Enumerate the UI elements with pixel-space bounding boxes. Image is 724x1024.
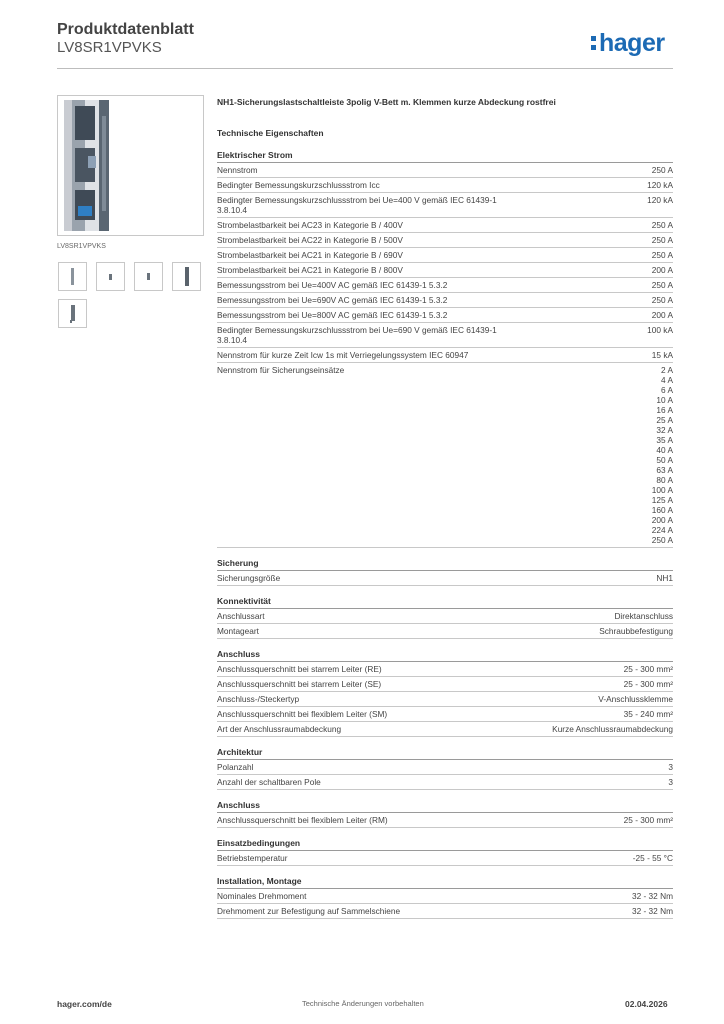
thumbnail-2[interactable] (96, 262, 125, 291)
spec-row (217, 323, 673, 348)
spec-value: 6 A (661, 385, 673, 395)
thumbnail-5[interactable] (58, 299, 87, 328)
product-title: NH1-Sicherungslastschaltleiste 3polig V-Bett m. Klemmen kurze Abdeckung rostfrei (217, 97, 556, 107)
spec-value: 25 - 300 mm² (623, 664, 673, 674)
spec-value: 100 A (651, 485, 673, 495)
spec-value: 15 kA (651, 350, 673, 360)
spec-value: 2 A (661, 365, 673, 375)
spec-value: 32 A (656, 425, 673, 435)
spec-row (217, 760, 673, 775)
spec-value: 200 A (651, 515, 673, 525)
spec-value: 63 A (656, 465, 673, 475)
logo-dots-icon (591, 36, 596, 50)
spec-value: 3 (668, 762, 673, 772)
spec-label: Nennstrom für kurze Zeit Icw 1s mit Verriegelungssystem IEC 60947 (217, 350, 469, 360)
spec-row (217, 775, 673, 790)
spec-value: 120 kA (647, 180, 673, 190)
spec-label: Strombelastbarkeit bei AC21 in Kategorie B / 690V (217, 250, 403, 260)
spec-section (217, 799, 673, 828)
product-image[interactable] (57, 95, 204, 236)
spec-value: 80 A (656, 475, 673, 485)
spec-row (217, 193, 673, 218)
spec-section (217, 149, 673, 548)
spec-value: 25 - 300 mm² (623, 815, 673, 825)
spec-label: Anschlussart (217, 611, 265, 621)
spec-label: Drehmoment zur Befestigung auf Sammelschiene (217, 906, 401, 916)
spec-row (217, 233, 673, 248)
spec-label: Anschlussquerschnitt bei starrem Leiter (SE) (217, 679, 382, 689)
spec-value: Kurze Anschlussraumabdeckung (552, 724, 673, 734)
image-caption: LV8SR1VPVKS (57, 243, 106, 250)
spec-row (217, 363, 673, 548)
footer-website[interactable]: hager.com/de (57, 999, 112, 1009)
spec-label: Anzahl der schaltbaren Pole (217, 777, 321, 787)
spec-label: Nennstrom für Sicherungseinsätze (217, 365, 345, 375)
spec-value: 4 A (661, 375, 673, 385)
spec-row (217, 624, 673, 639)
spec-row (217, 248, 673, 263)
spec-value: 250 A (651, 250, 673, 260)
section-heading: Anschluss (217, 648, 673, 662)
spec-row (217, 571, 673, 586)
spec-label: Anschlussquerschnitt bei flexiblem Leiter (SM) (217, 709, 388, 719)
spec-row (217, 308, 673, 323)
spec-row (217, 163, 673, 178)
spec-value: 125 A (651, 495, 673, 505)
spec-label: Bedingter Bemessungskurzschlussstrom bei Ue=690 V gemäß IEC 61439-1 3.8.10.4 (217, 325, 497, 345)
spec-label: Nominales Drehmoment (217, 891, 307, 901)
spec-value: 250 A (651, 235, 673, 245)
spec-label: Nennstrom (217, 165, 258, 175)
spec-row (217, 218, 673, 233)
section-heading: Elektrischer Strom (217, 149, 673, 163)
spec-value: 3 (668, 777, 673, 787)
spec-value: 250 A (651, 165, 673, 175)
spec-value: 35 A (656, 435, 673, 445)
logo-text: hager (599, 28, 665, 57)
page-title: Produktdatenblatt (57, 21, 194, 38)
spec-label: Betriebstemperatur (217, 853, 288, 863)
footer-date: 02.04.2026 (625, 999, 668, 1009)
thumbnail-4[interactable] (172, 262, 201, 291)
spec-row (217, 677, 673, 692)
spec-section (217, 648, 673, 737)
spec-label: Strombelastbarkeit bei AC22 in Kategorie B / 500V (217, 235, 403, 245)
spec-value: 50 A (656, 455, 673, 465)
spec-value: NH1 (656, 573, 673, 583)
spec-label: Strombelastbarkeit bei AC23 in Kategorie B / 400V (217, 220, 403, 230)
thumbnail-1[interactable] (58, 262, 87, 291)
spec-row (217, 851, 673, 866)
spec-row (217, 348, 673, 363)
spec-value: 10 A (656, 395, 673, 405)
spec-label: Bemessungsstrom bei Ue=400V AC gemäß IEC 61439-1 5.3.2 (217, 280, 448, 290)
spec-value: 32 - 32 Nm (631, 891, 673, 901)
spec-row (217, 904, 673, 919)
spec-label: Polanzahl (217, 762, 254, 772)
spec-label: Anschlussquerschnitt bei starrem Leiter (RE) (217, 664, 382, 674)
spec-value: 250 A (651, 280, 673, 290)
product-details (217, 96, 673, 928)
spec-label: Anschluss-/Steckertyp (217, 694, 300, 704)
spec-value: 224 A (651, 525, 673, 535)
spec-value: 35 - 240 mm² (623, 709, 673, 719)
spec-value: 32 - 32 Nm (631, 906, 673, 916)
spec-value: Schraubbefestigung (599, 626, 673, 636)
section-heading: Installation, Montage (217, 875, 673, 889)
spec-label: Anschlussquerschnitt bei flexiblem Leiter (RM) (217, 815, 388, 825)
header-divider (57, 68, 673, 69)
product-code: LV8SR1VPVKS (57, 39, 162, 56)
spec-value: 25 A (656, 415, 673, 425)
spec-row (217, 278, 673, 293)
spec-section (217, 746, 673, 790)
spec-value: 200 A (651, 265, 673, 275)
spec-value: 16 A (656, 405, 673, 415)
spec-row (217, 293, 673, 308)
section-heading: Sicherung (217, 557, 673, 571)
section-heading: Einsatzbedingungen (217, 837, 673, 851)
spec-row (217, 263, 673, 278)
spec-value: 100 kA (647, 325, 673, 335)
spec-sections (217, 149, 673, 919)
spec-section (217, 875, 673, 919)
spec-value: 250 A (651, 295, 673, 305)
spec-label: Montageart (217, 626, 259, 636)
spec-row (217, 662, 673, 677)
spec-value: -25 - 55 °C (632, 853, 673, 863)
technical-properties-heading: Technische Eigenschaften (217, 128, 324, 138)
hager-logo (591, 28, 665, 58)
spec-value: 250 A (651, 220, 673, 230)
spec-value: Direktanschluss (614, 611, 673, 621)
spec-row (217, 722, 673, 737)
spec-row (217, 889, 673, 904)
spec-value: 160 A (651, 505, 673, 515)
footer-disclaimer: Technische Änderungen vorbehalten (302, 999, 424, 1008)
thumbnail-3[interactable] (134, 262, 163, 291)
spec-label: Bedingter Bemessungskurzschlussstrom Icc (217, 180, 380, 190)
section-heading: Anschluss (217, 799, 673, 813)
spec-row (217, 692, 673, 707)
spec-value: 200 A (651, 310, 673, 320)
spec-value: 40 A (656, 445, 673, 455)
spec-row (217, 707, 673, 722)
section-heading: Architektur (217, 746, 673, 760)
spec-value: 120 kA (647, 195, 673, 205)
spec-row (217, 178, 673, 193)
spec-row (217, 813, 673, 828)
spec-row (217, 609, 673, 624)
spec-label: Bemessungsstrom bei Ue=690V AC gemäß IEC 61439-1 5.3.2 (217, 295, 448, 305)
spec-label: Sicherungsgröße (217, 573, 281, 583)
spec-value-list (652, 365, 673, 545)
spec-label: Art der Anschlussraumabdeckung (217, 724, 342, 734)
spec-section (217, 557, 673, 586)
spec-label: Strombelastbarkeit bei AC21 in Kategorie B / 800V (217, 265, 403, 275)
section-heading: Konnektivität (217, 595, 673, 609)
spec-value: 250 A (651, 535, 673, 545)
spec-label: Bemessungsstrom bei Ue=800V AC gemäß IEC 61439-1 5.3.2 (217, 310, 448, 320)
spec-value: 25 - 300 mm² (623, 679, 673, 689)
spec-section (217, 837, 673, 866)
spec-label: Bedingter Bemessungskurzschlussstrom bei Ue=400 V gemäß IEC 61439-1 3.8.10.4 (217, 195, 497, 215)
spec-section (217, 595, 673, 639)
spec-value: V-Anschlussklemme (598, 694, 673, 704)
